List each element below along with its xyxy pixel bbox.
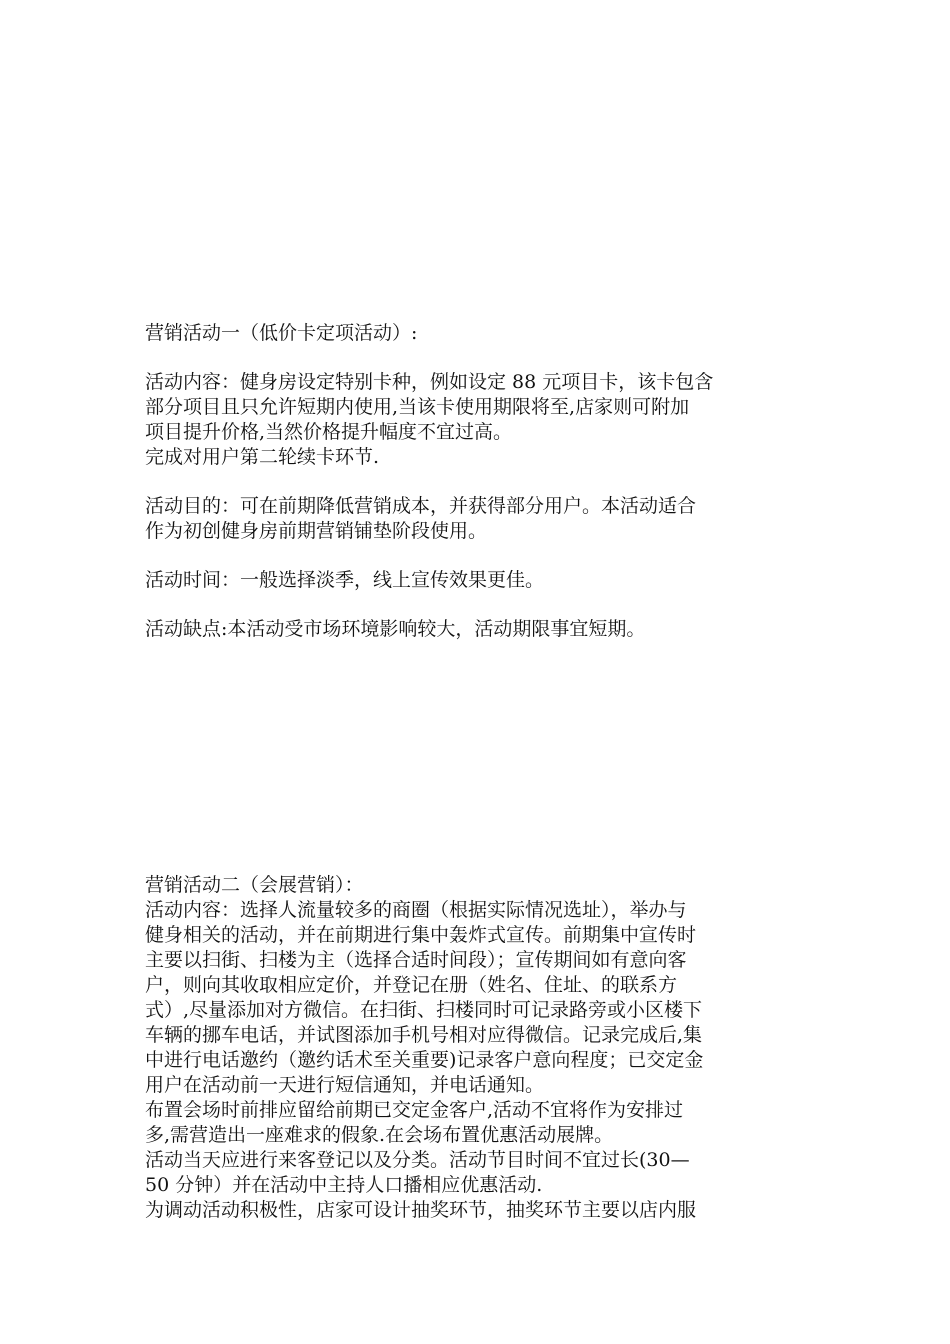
body-line: 布置会场时前排应留给前期已交定金客户,活动不宜将作为安排过 <box>145 1099 684 1121</box>
body-line: 户，则向其收取相应定价，并登记在册（姓名、住址、的联系方 <box>145 974 678 996</box>
section-marketing-activity-2 <box>145 873 815 1223</box>
time-paragraph: 活动时间：一般选择淡季，线上宣传效果更佳。 <box>145 569 545 591</box>
body-line: 车辆的挪车电话，并试图添加手机号相对应得微信。记录完成后,集 <box>145 1024 703 1046</box>
content-paragraph-line: 完成对用户第二轮续卡环节. <box>145 446 380 468</box>
content-paragraph-line: 部分项目且只允许短期内使用,当该卡使用期限将至,店家则可附加 <box>145 396 690 418</box>
section-heading: 营销活动二（会展营销）： <box>145 874 364 896</box>
body-line: 50 分钟）并在活动中主持人口播相应优惠活动. <box>145 1174 543 1196</box>
purpose-paragraph-line: 活动目的：可在前期降低营销成本，并获得部分用户。本活动适合 <box>145 495 697 517</box>
paragraph-spacer <box>145 346 815 370</box>
section-marketing-activity-1 <box>145 321 815 642</box>
paragraph-spacer <box>145 544 815 568</box>
body-line: 中进行电话邀约（邀约话术至关重要)记录客户意向程度；已交定金 <box>145 1049 704 1071</box>
body-line: 活动当天应进行来客登记以及分类。活动节目时间不宜过长(30— <box>145 1149 690 1171</box>
body-line: 多,需营造出一座难求的假象.在会场布置优惠活动展牌。 <box>145 1124 614 1146</box>
paragraph-spacer <box>145 593 815 617</box>
body-line: 活动内容：选择人流量较多的商圈（根据实际情况选址），举办与 <box>145 899 687 921</box>
body-line: 为调动活动积极性，店家可设计抽奖环节，抽奖环节主要以店内服 <box>145 1199 697 1221</box>
purpose-paragraph-line: 作为初创健身房前期营销铺垫阶段使用。 <box>145 520 488 542</box>
content-paragraph-line: 项目提升价格,当然价格提升幅度不宜过高。 <box>145 421 513 443</box>
paragraph-spacer <box>145 470 815 494</box>
drawback-paragraph: 活动缺点:本活动受市场环境影响较大，活动期限事宜短期。 <box>145 618 646 640</box>
body-line: 式）,尽量添加对方微信。在扫街、扫楼同时可记录路旁或小区楼下 <box>145 999 703 1021</box>
body-line: 主要以扫街、扫楼为主（选择合适时间段）；宣传期间如有意向客 <box>145 949 687 971</box>
content-paragraph-line: 活动内容：健身房设定特别卡种，例如设定 88 元项目卡，该卡包含 <box>145 371 714 393</box>
body-line: 健身相关的活动，并在前期进行集中轰炸式宣传。前期集中宣传时 <box>145 924 697 946</box>
section-heading: 营销活动一（低价卡定项活动）: <box>145 322 418 344</box>
body-line: 用户在活动前一天进行短信通知，并电话通知。 <box>145 1074 545 1096</box>
